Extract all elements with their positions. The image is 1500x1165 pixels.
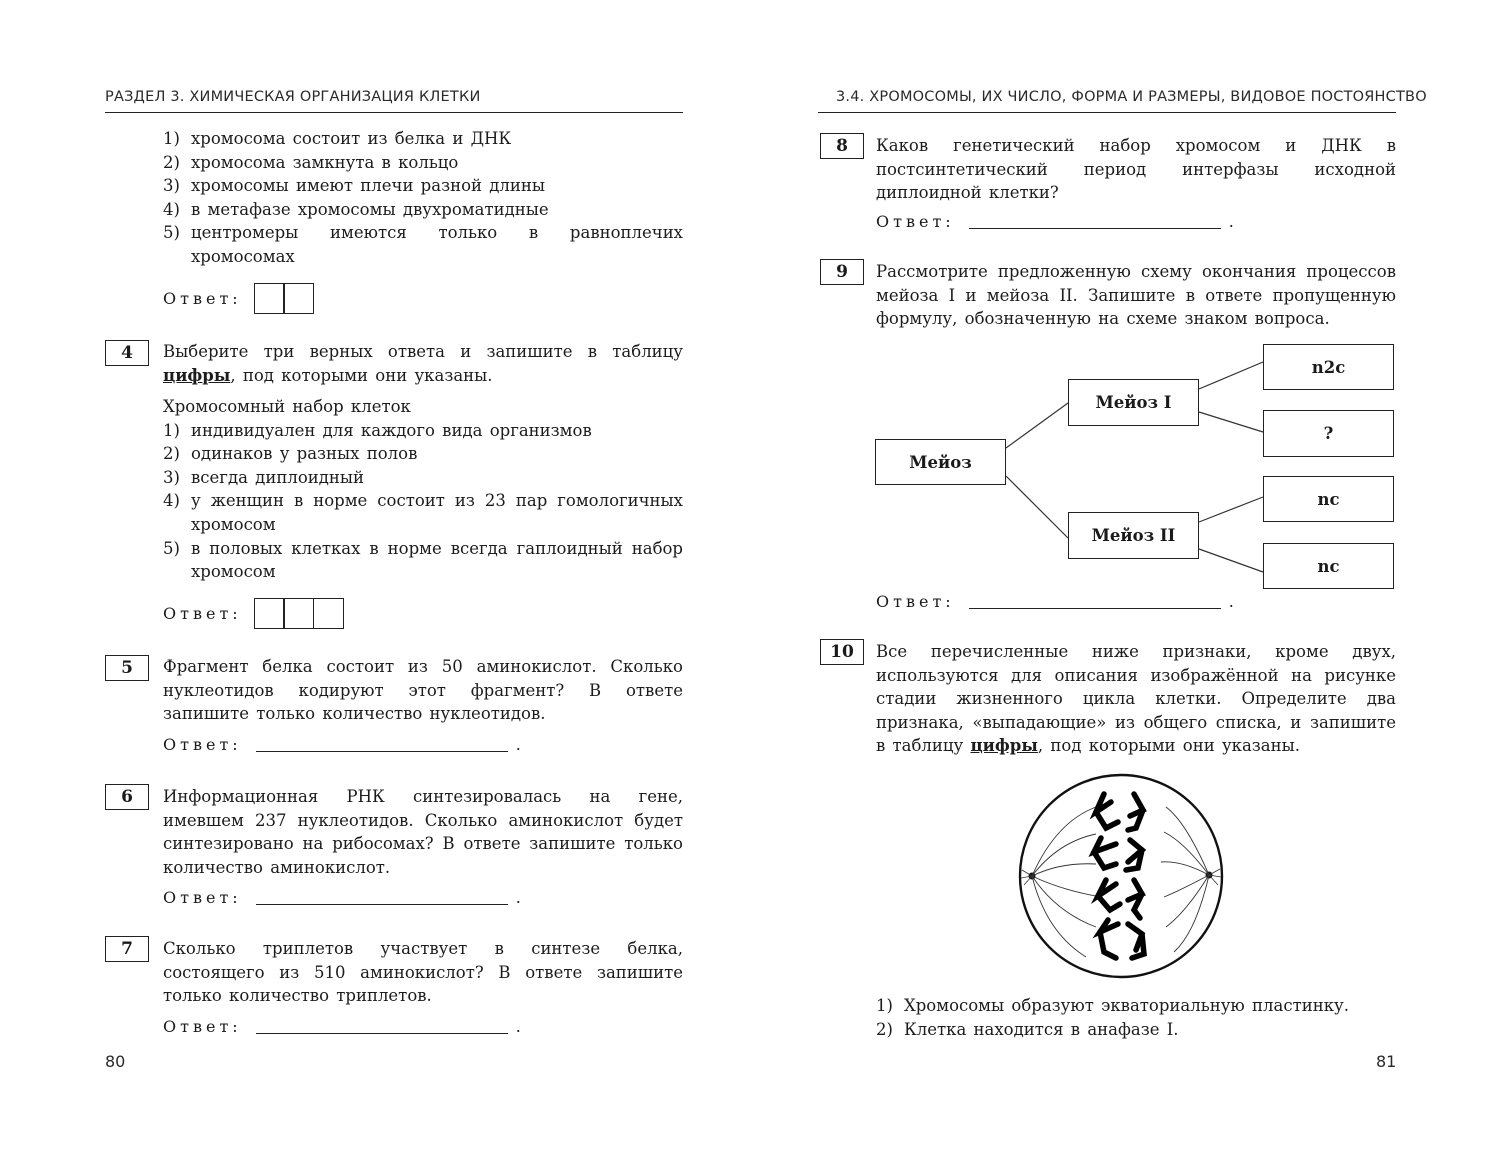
answer-label: Ответ: xyxy=(163,1017,242,1036)
answer-cell[interactable] xyxy=(283,283,314,314)
q10-options xyxy=(876,994,1396,1041)
running-head-left: РАЗДЕЛ 3. ХИМИЧЕСКАЯ ОРГАНИЗАЦИЯ КЛЕТКИ xyxy=(105,89,481,105)
anaphase-cell-icon xyxy=(1016,772,1226,982)
q3-option-4: 4) в метафазе хромосомы двухроматидные xyxy=(163,199,549,219)
emphasis-digits: цифры xyxy=(970,736,1038,756)
question-number-4: 4 xyxy=(105,340,149,366)
q10-option-2: 2) Клетка находится в анафазе I. xyxy=(876,1019,1179,1039)
q10-option-1: 1) Хромосомы образуют экваториальную пластинку. xyxy=(876,996,1349,1015)
page-number: 80 xyxy=(105,1052,126,1071)
q6-answer: Ответ: . xyxy=(163,888,521,907)
q3-option-5: 5) центромеры имеются только в равноплечих хромосомах xyxy=(163,223,683,266)
diagram-box-meiosis-1: Мейоз I xyxy=(1068,379,1199,426)
q7-answer: Ответ: . xyxy=(163,1017,521,1036)
question-number-9: 9 xyxy=(820,259,864,285)
q3-options xyxy=(163,127,683,269)
q3-answer xyxy=(163,283,314,314)
q6-text: Информационная РНК синтезировалась на гене, имевшем 237 нуклеотидов. Сколько аминокислот будет синтезировано на рибосомах? В ответе запишите только количество аминокислот. xyxy=(163,787,683,877)
q4-prompt: Выберите три верных ответа и запишите в таблицу цифры, под которыми они указаны. xyxy=(163,342,683,385)
q3-answer-cells xyxy=(254,283,315,314)
q4-subtitle: Хромосомный набор клеток xyxy=(163,397,411,416)
q4-option-1: 1) индивидуален для каждого вида организмов xyxy=(163,420,592,440)
q8-answer: Ответ: . xyxy=(876,212,1234,231)
answer-cell[interactable] xyxy=(254,283,285,314)
q7-text: Сколько триплетов участвует в синтезе белка, состоящего из 510 аминокислот? В ответе запишите только количество триплетов. xyxy=(163,939,683,1006)
answer-label: Ответ: xyxy=(163,289,242,308)
answer-cell[interactable] xyxy=(283,598,314,629)
emphasis-digits: цифры xyxy=(163,365,231,385)
q4-answer xyxy=(163,598,344,629)
answer-cell[interactable] xyxy=(254,598,285,629)
question-number-6: 6 xyxy=(105,784,149,810)
q3-option-3: 3) хромосомы имеют плечи разной длины xyxy=(163,176,546,196)
answer-label: Ответ: xyxy=(163,888,242,907)
q4-option-5: 5) в половых клетках в норме всегда гаплоидный набор хромосом xyxy=(163,538,683,582)
q5-text: Фрагмент белка состоит из 50 аминокислот. Сколько нуклеотидов кодируют этот фрагмент? В ответе запишите только количество нуклеотидов. xyxy=(163,657,683,724)
q9-answer: Ответ: . xyxy=(876,592,1234,611)
q9-text: Рассмотрите предложенную схему окончания процессов мейоза I и мейоза II. Запишите в ответе пропущенную формулу, обозначенную на схеме знаком вопроса. xyxy=(876,262,1396,329)
question-number-10: 10 xyxy=(820,639,864,665)
q3-option-2: 2) хромосома замкнута в кольцо xyxy=(163,152,459,172)
question-number-8: 8 xyxy=(820,133,864,159)
answer-label: Ответ: xyxy=(876,212,955,231)
q10-prompt: Все перечисленные ниже признаки, кроме двух, используются для описания изображённой на рисунке стадии жизненного цикла клетки. Определите два признака, «выпадающие» из общего списка, и запишите в таблицу цифры, под которыми они указаны. xyxy=(876,642,1396,756)
answer-line-input[interactable] xyxy=(256,1019,508,1034)
header-rule xyxy=(105,112,683,113)
answer-label: Ответ: xyxy=(163,735,242,754)
q4-option-2: 2) одинаков у разных полов xyxy=(163,444,418,464)
q3-option-1: 1) хромосома состоит из белка и ДНК xyxy=(163,129,512,148)
q4-options xyxy=(163,395,683,584)
answer-cell[interactable] xyxy=(313,598,344,629)
answer-label: Ответ: xyxy=(163,604,242,623)
q8-text: Каков генетический набор хромосом и ДНК в постсинтетический период интерфазы исходной диплоидной клетки? xyxy=(876,136,1396,203)
page-number: 81 xyxy=(1376,1052,1397,1071)
diagram-box-meiosis: Мейоз xyxy=(875,439,1006,485)
diagram-box-meiosis-2: Мейоз II xyxy=(1068,512,1199,559)
diagram-box-nc-2: nc xyxy=(1263,543,1394,589)
cell-division-illustration xyxy=(1016,772,1226,982)
question-number-5: 5 xyxy=(105,655,149,681)
right-page xyxy=(750,0,1500,1165)
q4-option-3: 3) всегда диплоидный xyxy=(163,467,365,487)
diagram-box-unknown: ? xyxy=(1263,410,1394,457)
running-head-right: 3.4. ХРОМОСОМЫ, ИХ ЧИСЛО, ФОРМА И РАЗМЕРЫ, ВИДОВОЕ ПОСТОЯНСТВО xyxy=(836,89,1427,105)
q5-answer: Ответ: . xyxy=(163,735,521,754)
answer-label: Ответ: xyxy=(876,592,955,611)
q4-option-4: 4) у женщин в норме состоит из 23 пар гомологичных хромосом xyxy=(163,491,683,534)
q4-answer-cells xyxy=(254,598,344,629)
diagram-box-nc-1: nc xyxy=(1263,476,1394,522)
question-number-7: 7 xyxy=(105,936,149,962)
answer-line-input[interactable] xyxy=(969,214,1221,229)
answer-line-input[interactable] xyxy=(969,594,1221,609)
header-rule xyxy=(818,112,1396,113)
diagram-box-n2c: n2c xyxy=(1263,344,1394,390)
answer-line-input[interactable] xyxy=(256,737,508,752)
answer-line-input[interactable] xyxy=(256,890,508,905)
